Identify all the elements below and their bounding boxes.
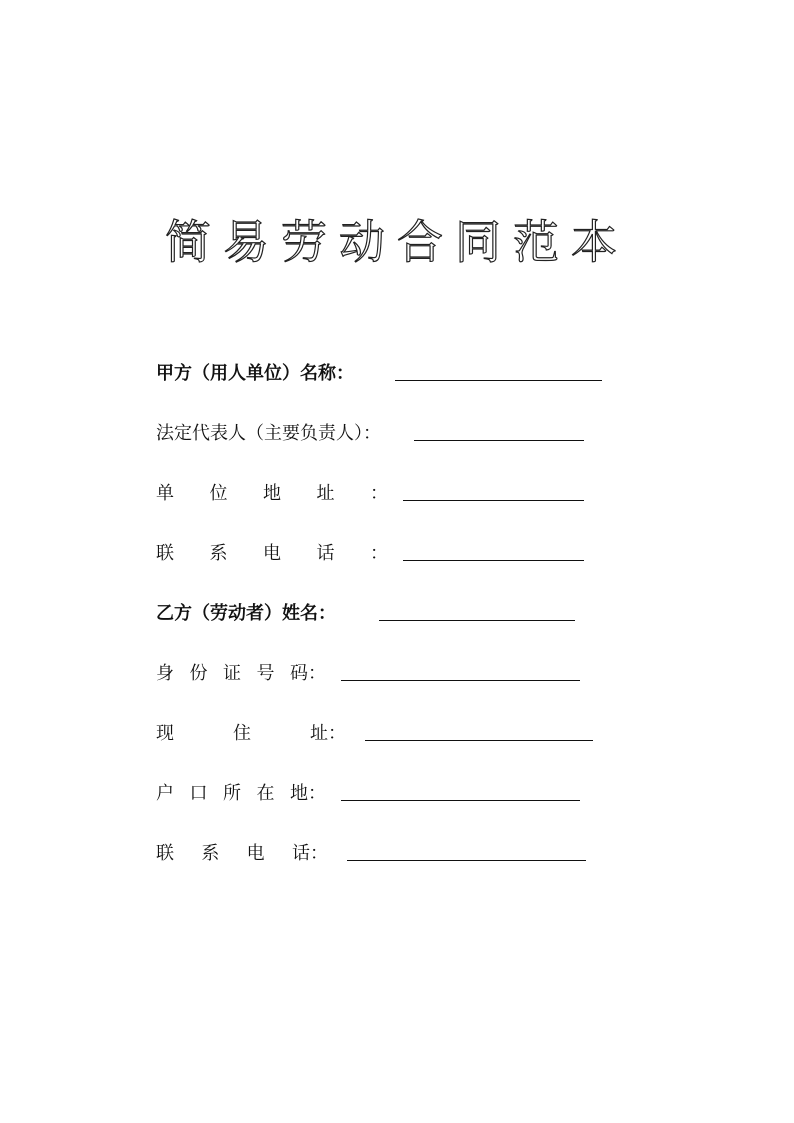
household-registration-label xyxy=(156,782,326,806)
id-number-field[interactable] xyxy=(341,680,580,681)
party-b-name-field[interactable] xyxy=(379,620,575,621)
party-a-name-field[interactable] xyxy=(395,380,602,381)
label-char: 户 xyxy=(156,783,174,804)
company-address-row xyxy=(156,476,388,506)
label-char: 地： xyxy=(290,783,326,804)
current-address-row xyxy=(156,716,346,746)
party-b-name-label: 乙方（劳动者）姓名： xyxy=(156,603,336,624)
label-char: 位 xyxy=(209,483,228,504)
label-char: 码： xyxy=(290,663,326,684)
label-char: 系 xyxy=(209,543,228,564)
id-number-label xyxy=(156,662,326,686)
party-b-phone-label xyxy=(156,842,328,866)
party-b-phone-field[interactable] xyxy=(347,860,586,861)
label-char: 电 xyxy=(263,543,281,564)
label-char: 话： xyxy=(291,843,328,864)
party-a-phone-label xyxy=(156,542,388,566)
label-char: 证 xyxy=(223,663,241,684)
legal-rep-label: 法定代表人（主要负责人）： xyxy=(156,423,381,444)
current-address-field[interactable] xyxy=(365,740,593,741)
legal-rep-field[interactable] xyxy=(414,440,584,441)
label-char: ： xyxy=(370,483,388,504)
party-a-phone-row xyxy=(156,536,388,566)
label-char: 地 xyxy=(263,483,281,504)
label-char: 现 xyxy=(156,723,174,744)
party-a-name-label: 甲方（用人单位）名称： xyxy=(156,363,354,384)
label-char: 联 xyxy=(156,543,174,564)
company-address-field[interactable] xyxy=(403,500,584,501)
label-char: 电 xyxy=(246,843,265,864)
document-title: 简易劳动合同范本 xyxy=(165,215,629,269)
company-address-label xyxy=(156,482,388,506)
label-char: ： xyxy=(370,543,388,564)
label-char: 住 xyxy=(233,723,251,744)
id-number-row xyxy=(156,656,326,686)
legal-rep-row xyxy=(156,416,381,446)
label-char: 口 xyxy=(189,783,208,804)
label-char: 身 xyxy=(156,663,174,684)
household-registration-field[interactable] xyxy=(341,800,580,801)
party-a-phone-field[interactable] xyxy=(403,560,584,561)
label-char: 号 xyxy=(256,663,275,684)
label-char: 所 xyxy=(223,783,241,804)
label-char: 址 xyxy=(316,483,335,504)
party-b-name-row xyxy=(156,596,336,626)
label-char: 联 xyxy=(156,843,174,864)
party-a-name-row xyxy=(156,356,354,386)
household-registration-row xyxy=(156,776,326,806)
label-char: 在 xyxy=(256,783,275,804)
label-char: 话 xyxy=(316,543,335,564)
label-char: 份 xyxy=(189,663,208,684)
label-char: 址： xyxy=(310,723,346,744)
label-char: 单 xyxy=(156,483,174,504)
party-b-phone-row xyxy=(156,836,328,866)
current-address-label xyxy=(156,722,346,746)
label-char: 系 xyxy=(201,843,220,864)
